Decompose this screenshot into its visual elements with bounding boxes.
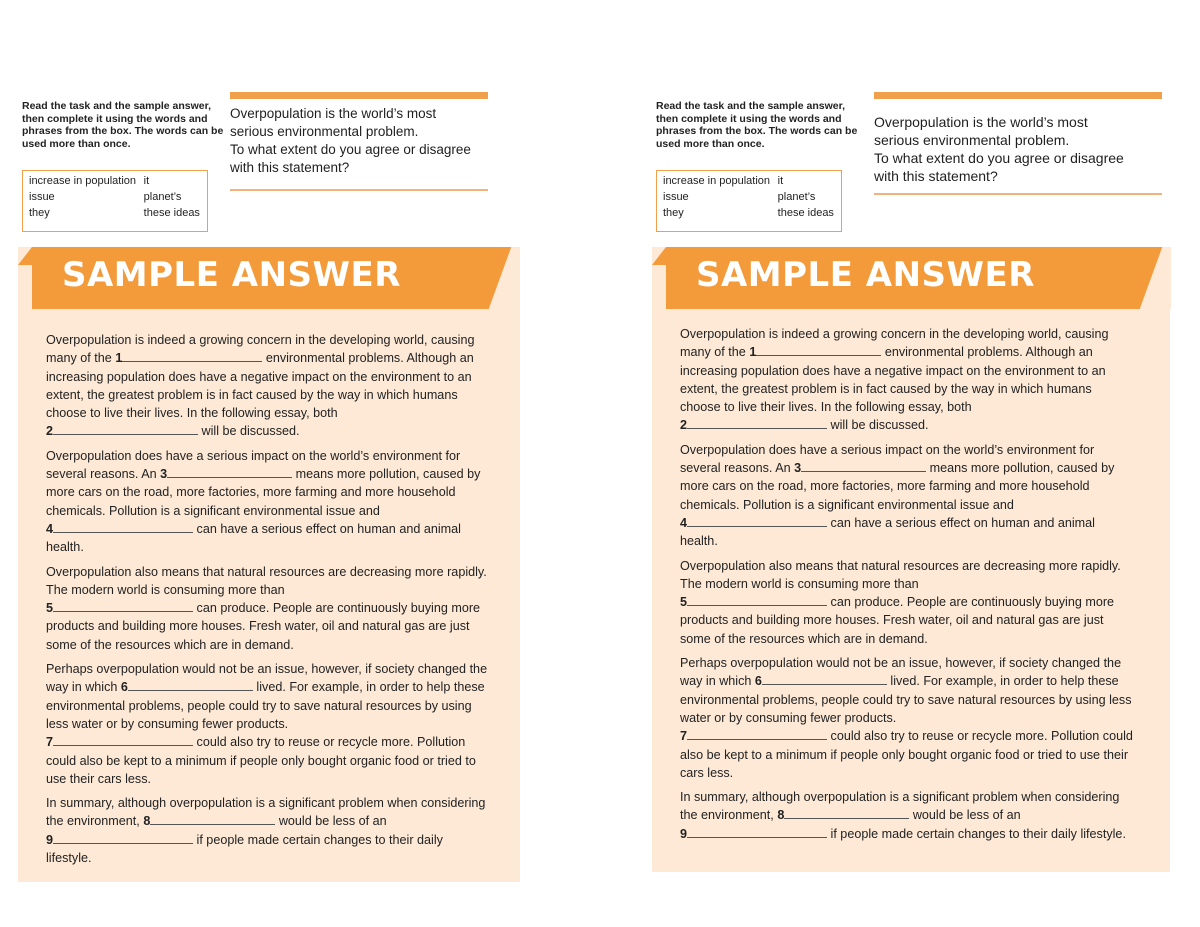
gap-number: 7 bbox=[46, 735, 54, 750]
gap-number: 1 bbox=[115, 351, 123, 366]
gap-number: 6 bbox=[120, 680, 128, 695]
gap-number: 5 bbox=[680, 595, 688, 610]
sample-answer-text bbox=[680, 325, 1135, 849]
answer-text: can have a serious effect on human and animal health. bbox=[46, 521, 461, 555]
answer-text: environmental problems. Although an increasing population does have a negative impact on the environment to an extent, the greatest problem is in fact caused by the way in which humans choose to live their lives. In the following essay, both bbox=[46, 351, 474, 421]
answer-text: can produce. People are continuously buying more products and building more houses. Fresh water, oil and natural gas are just some of the resources which are in demand. bbox=[680, 595, 1115, 646]
gap-number: 7 bbox=[680, 729, 688, 744]
gap-blank[interactable] bbox=[756, 344, 881, 356]
gap-number: 4 bbox=[680, 515, 688, 530]
answer-text: means more pollution, caused by more cars on the road, more factories, more farming and more household chemicals. Pollution is a significant environmental issue and bbox=[46, 467, 481, 518]
gap-number: 2 bbox=[680, 418, 688, 433]
banner-corner bbox=[652, 247, 666, 265]
answer-text: Overpopulation does have a serious impact on the world’s environment for several reasons. An bbox=[46, 448, 461, 482]
gap-blank[interactable] bbox=[167, 466, 292, 478]
gap-blank[interactable] bbox=[122, 350, 262, 362]
task-line: Overpopulation is the world’s most bbox=[230, 106, 437, 121]
gap-blank[interactable] bbox=[53, 734, 193, 746]
answer-text: means more pollution, caused by more cars on the road, more factories, more farming and more household chemicals. Pollution is a significant environmental issue and bbox=[680, 461, 1115, 512]
sample-answer-banner bbox=[666, 247, 1171, 309]
task-line: serious environmental problem. bbox=[874, 132, 1070, 148]
task-line: with this statement? bbox=[874, 168, 998, 184]
answer-text: environmental problems. Although an increasing population does have a negative impact on the environment to an extent, the greatest problem is in fact caused by the way in which humans choose to live their lives. In the following essay, both bbox=[680, 345, 1106, 415]
answer-paragraph bbox=[680, 788, 1135, 843]
banner-corner bbox=[18, 247, 32, 265]
answer-text: lived. For example, in order to help these environmental problems, people could try to save natural resources by using less water or by consuming fewer products. bbox=[46, 680, 485, 731]
gap-number: 4 bbox=[46, 521, 54, 536]
answer-text: Overpopulation is indeed a growing concern in the developing world, causing many of the bbox=[46, 333, 475, 366]
task-line: Overpopulation is the world’s most bbox=[874, 114, 1088, 130]
gap-blank[interactable] bbox=[53, 423, 198, 435]
answer-paragraph bbox=[680, 654, 1135, 782]
gap-blank[interactable] bbox=[762, 673, 887, 685]
gap-number: 9 bbox=[680, 826, 688, 841]
word-box bbox=[656, 170, 842, 232]
sample-answer-text bbox=[46, 331, 491, 873]
sample-answer-panel bbox=[18, 247, 520, 882]
answer-text: would be less of an bbox=[912, 808, 1021, 823]
task-line: To what extent do you agree or disagree bbox=[230, 142, 471, 157]
gap-number: 6 bbox=[754, 674, 762, 689]
word-box-item: these ideas bbox=[777, 207, 834, 219]
answer-text: Perhaps overpopulation would not be an issue, however, if society changed the way in which bbox=[680, 656, 1122, 689]
gap-blank[interactable] bbox=[687, 594, 827, 606]
worksheet-page-right bbox=[652, 92, 1172, 872]
gap-number: 8 bbox=[143, 814, 151, 829]
gap-blank[interactable] bbox=[53, 600, 193, 612]
task-line: with this statement? bbox=[230, 160, 350, 175]
task-bottom-rule bbox=[874, 193, 1162, 195]
instructions: Read the task and the sample answer, then complete it using the words and phrases from the box. The words can be used more than once. bbox=[22, 100, 224, 150]
answer-paragraph bbox=[680, 557, 1135, 648]
answer-text: daily lifestyle. bbox=[1051, 826, 1126, 841]
answer-text: could also try to reuse or recycle more. Pollution could also be kept to a minimum if people only bought organic food or tried to use their cars less. bbox=[46, 735, 476, 786]
answer-paragraph bbox=[46, 660, 491, 788]
answer-text: if people made certain changes to their bbox=[830, 826, 1048, 841]
answer-text: In summary, although overpopulation is a significant problem when considering the environment, bbox=[680, 790, 1120, 823]
answer-text: will be discussed. bbox=[201, 424, 300, 439]
answer-text: can produce. People are continuously buying more products and building more houses. Fresh water, oil and natural gas are just some of the resources which are in demand. bbox=[46, 601, 481, 652]
word-box-item: increase in population bbox=[663, 175, 771, 187]
gap-blank[interactable] bbox=[784, 807, 909, 819]
answer-text: Overpopulation also means that natural resources are decreasing more rapidly. The modern world is consuming more than bbox=[680, 558, 1121, 591]
gap-blank[interactable] bbox=[687, 826, 827, 838]
answer-text: daily lifestyle. bbox=[46, 832, 443, 866]
task-box bbox=[874, 92, 1162, 195]
word-box-item: it bbox=[143, 175, 150, 187]
answer-text: Overpopulation does have a serious impact on the world’s environment for several reasons. An bbox=[680, 442, 1095, 476]
gap-blank[interactable] bbox=[53, 521, 193, 533]
gap-number: 8 bbox=[777, 808, 785, 823]
word-box-item: planet’s bbox=[777, 191, 816, 203]
word-box-item: they bbox=[29, 207, 50, 219]
gap-blank[interactable] bbox=[687, 515, 827, 527]
word-box-item: issue bbox=[29, 191, 55, 203]
answer-text: In summary, although overpopulation is a significant problem when considering the environment, bbox=[46, 796, 486, 829]
gap-number: 1 bbox=[749, 345, 757, 360]
word-box-item: increase in population bbox=[29, 175, 137, 187]
instructions: Read the task and the sample answer, then complete it using the words and phrases from the box. The words can be used more than once. bbox=[656, 100, 858, 150]
answer-paragraph bbox=[46, 447, 491, 557]
gap-blank[interactable] bbox=[53, 832, 193, 844]
gap-number: 2 bbox=[46, 424, 54, 439]
gap-number: 9 bbox=[46, 832, 54, 847]
task-box bbox=[230, 92, 488, 191]
task-line: serious environmental problem. bbox=[230, 124, 419, 139]
gap-blank[interactable] bbox=[687, 728, 827, 740]
word-box bbox=[22, 170, 208, 232]
task-line: To what extent do you agree or disagree bbox=[874, 150, 1124, 166]
answer-text: Overpopulation also means that natural resources are decreasing more rapidly. The modern world is consuming more than bbox=[46, 564, 487, 597]
word-box-item: issue bbox=[663, 191, 689, 203]
answer-paragraph bbox=[46, 794, 491, 867]
answer-text: could also try to reuse or recycle more. Pollution could also be kept to a minimum if people only bought organic food or tried to use their cars less. bbox=[680, 729, 1133, 780]
word-box-item: they bbox=[663, 207, 684, 219]
gap-blank[interactable] bbox=[128, 679, 253, 691]
banner-title: SAMPLE ANSWER bbox=[696, 255, 1035, 295]
banner-title: SAMPLE ANSWER bbox=[62, 255, 401, 295]
answer-text: would be less of an bbox=[278, 814, 387, 829]
answer-text: can have a serious effect on human and animal health. bbox=[680, 515, 1095, 549]
gap-number: 3 bbox=[160, 467, 168, 482]
task-bottom-rule bbox=[230, 189, 488, 191]
answer-paragraph bbox=[46, 331, 491, 441]
gap-number: 3 bbox=[794, 461, 802, 476]
worksheet-page-left bbox=[18, 92, 523, 882]
word-box-item: planet’s bbox=[143, 191, 182, 203]
gap-number: 5 bbox=[46, 601, 54, 616]
answer-text: Overpopulation is indeed a growing concern in the developing world, causing many of the bbox=[680, 327, 1109, 360]
answer-text: lived. For example, in order to help these environmental problems, people could try to save natural resources by using less water or by consuming fewer products. bbox=[680, 674, 1132, 725]
answer-text: if people made certain changes to their bbox=[196, 832, 414, 847]
word-box-item: these ideas bbox=[143, 207, 200, 219]
gap-blank[interactable] bbox=[801, 460, 926, 472]
answer-paragraph bbox=[680, 441, 1135, 551]
answer-text: Perhaps overpopulation would not be an issue, however, if society changed the way in which bbox=[46, 662, 488, 695]
gap-blank[interactable] bbox=[687, 417, 827, 429]
gap-blank[interactable] bbox=[150, 813, 275, 825]
answer-paragraph bbox=[46, 563, 491, 654]
sample-answer-banner bbox=[32, 247, 520, 309]
task-top-bar bbox=[230, 92, 488, 99]
sample-answer-panel bbox=[652, 247, 1170, 872]
word-box-item: it bbox=[777, 175, 784, 187]
answer-paragraph bbox=[680, 325, 1135, 435]
task-top-bar bbox=[874, 92, 1162, 99]
answer-text: will be discussed. bbox=[830, 418, 929, 433]
